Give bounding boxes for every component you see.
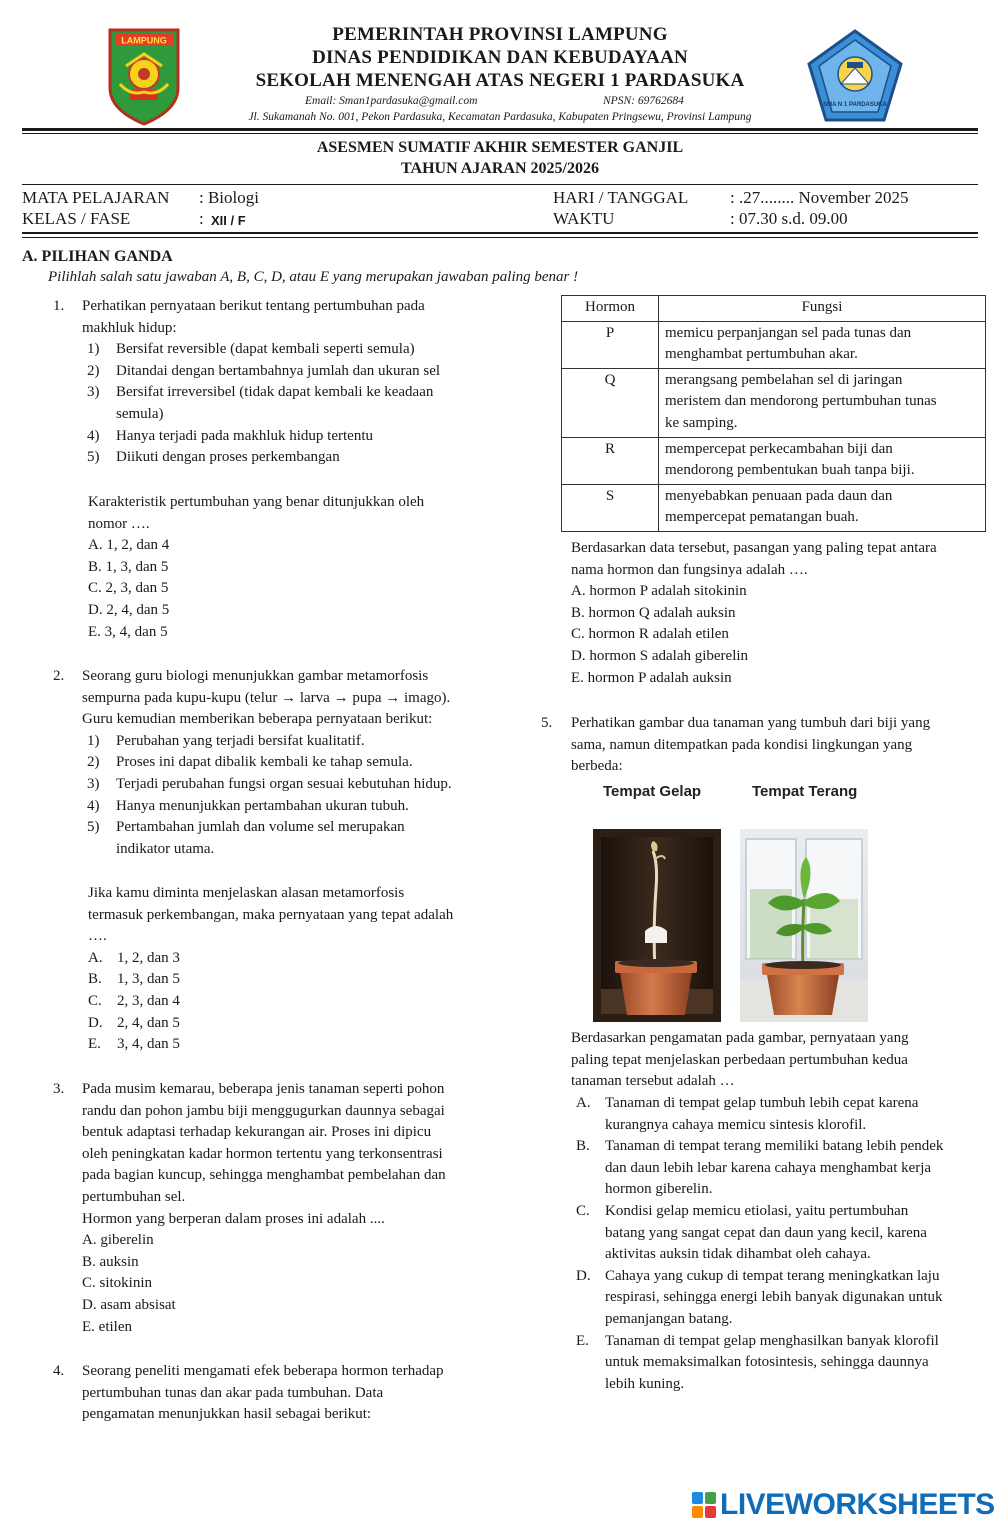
q2-question-line: termasuk perkembangan, maka pernyataan yang tepat adalah <box>88 906 454 923</box>
q5-question-line: tanaman tersebut adalah … <box>571 1073 735 1090</box>
q2-question-line: …. <box>88 928 107 945</box>
q1-option-c[interactable]: C. 2, 3, dan 5 <box>88 580 169 597</box>
sman1-emblem-text: SMA N 1 PARDASUKA <box>823 102 887 108</box>
q1-stem-line: Perhatikan pernyataan berikut tentang pertumbuhan pada <box>82 298 425 314</box>
q2-item-number: 4) <box>87 797 100 814</box>
q5-question-line: Berdasarkan pengamatan pada gambar, pernyataan yang <box>571 1030 909 1046</box>
q2-item-number: 3) <box>87 776 100 792</box>
q1-stem-line: makhluk hidup: <box>82 319 177 336</box>
q5-option-e-line[interactable]: Tanaman di tempat gelap menghasilkan banyak klorofil <box>605 1332 939 1349</box>
q4-number: 4. <box>53 1363 65 1379</box>
q4-stem-line: pengamatan menunjukkan hasil sebagai berikut: <box>82 1406 372 1423</box>
q2-question-line: Jika kamu diminta menjelaskan alasan metamorfosis <box>88 885 405 901</box>
hormone-table-header <box>562 296 986 322</box>
info-divider-top <box>22 184 978 185</box>
col-header-fungsi: Fungsi <box>659 296 986 322</box>
q2-item-text: Terjadi perubahan fungsi organ sesuai kebutuhan hidup. <box>116 776 452 792</box>
q1-item-text: Bersifat irreversibel (tidak dapat kembali ke keadaan <box>116 384 434 401</box>
section-instruction: Pilihlah salah satu jawaban A, B, C, D, atau E yang merupakan jawaban paling benar ! <box>48 269 579 285</box>
q5-option-a-letter[interactable]: A. <box>576 1095 591 1111</box>
q3-stem-line: pada bagian kuncup, sehingga menghambat pembelahan dan <box>82 1167 446 1184</box>
header-school: SEKOLAH MENENGAH ATAS NEGERI 1 PARDASUKA <box>255 70 745 91</box>
q2-stem-line: sempurna pada kupu-kupu (telur → larva → pupa → imago). <box>82 689 451 706</box>
lampung-crest-text: LAMPUNG <box>121 35 167 46</box>
col-header-hormon: Hormon <box>562 296 659 322</box>
light-place-plant-illustration <box>740 829 868 1022</box>
time-value: : 07.30 s.d. 09.00 <box>730 209 848 228</box>
liveworksheets-logo-icon[interactable] <box>692 1492 716 1518</box>
header-npsn: NPSN: 69762684 <box>603 95 684 107</box>
q5-option-e-line[interactable]: untuk memaksimalkan fotosintesis, sehingga daunnya <box>605 1354 929 1371</box>
header-divider-thin <box>22 133 978 134</box>
q5-stem-line: berbeda: <box>571 758 623 775</box>
q1-item-number: 2) <box>87 362 100 379</box>
q4-question-line: Berdasarkan data tersebut, pasangan yang paling tepat antara <box>571 540 937 556</box>
exam-title: ASESMEN SUMATIF AKHIR SEMESTER GANJIL <box>316 139 684 156</box>
header-email: Email: Sman1pardasuka@gmail.com <box>305 95 478 107</box>
hormone-code: P <box>562 321 659 368</box>
subject-value: : Biologi <box>199 188 259 207</box>
table-row <box>562 437 986 484</box>
q4-stem-line: Seorang peneliti mengamati efek beberapa hormon terhadap <box>82 1363 444 1379</box>
q3-stem-line: oleh peningkatan kadar hormon tertentu yang terkonsentrasi <box>82 1145 443 1162</box>
q2-option-e-text[interactable]: 3, 4, dan 5 <box>117 1036 180 1053</box>
header-address: Jl. Sukamanah No. 001, Pekon Pardasuka, Kecamatan Pardasuka, Kabupaten Pringsewu, Provinsi Lampung <box>248 111 752 123</box>
q5-option-d-line[interactable]: respirasi, sehingga energi lebih banyak digunakan untuk <box>605 1289 943 1306</box>
q5-option-d-line[interactable]: Cahaya yang cukup di tempat terang meningkatkan laju <box>605 1267 940 1284</box>
q2-item-number: 2) <box>87 754 100 771</box>
q3-option-d[interactable]: D. asam absisat <box>82 1297 176 1313</box>
info-divider-bottom-thin <box>22 237 978 238</box>
q1-item-text: Ditandai dengan bertambahnya jumlah dan ukuran sel <box>116 362 441 379</box>
q2-option-a-letter[interactable]: A. <box>88 949 103 966</box>
q2-item-text: Hanya menunjukkan pertambahan ukuran tubuh. <box>116 797 409 814</box>
q3-option-e[interactable]: E. etilen <box>82 1318 132 1335</box>
q3-number: 3. <box>53 1081 65 1097</box>
q5-option-e-letter[interactable]: E. <box>576 1332 589 1349</box>
q2-option-a-text[interactable]: 1, 2, dan 3 <box>117 949 180 966</box>
q1-item-number: 1) <box>87 341 100 358</box>
hormone-code: Q <box>562 368 659 437</box>
hormone-function-line: mempercepat pematangan buah. <box>665 509 859 526</box>
q3-stem-line: Pada musim kemarau, beberapa jenis tanaman seperti pohon <box>82 1081 445 1097</box>
q3-stem-line: pertumbuhan sel. <box>82 1189 186 1205</box>
q5-option-e-line[interactable]: lebih kuning. <box>605 1375 685 1392</box>
q5-option-d-letter[interactable]: D. <box>576 1267 591 1284</box>
q2-option-d-text[interactable]: 2, 4, dan 5 <box>117 1014 180 1031</box>
q1-question-line: nomor …. <box>88 515 150 532</box>
q1-item-text: semula) <box>116 406 164 422</box>
q1-option-e[interactable]: E. 3, 4, dan 5 <box>88 623 168 640</box>
hormone-function-line: memicu perpanjangan sel pada tunas dan <box>665 324 912 341</box>
q1-item-text: Hanya terjadi pada makhluk hidup tertentu <box>116 427 373 444</box>
q2-item-number: 1) <box>87 732 100 749</box>
hormone-function-line: menyebabkan penuaan pada daun dan <box>665 487 893 504</box>
q1-number: 1. <box>53 298 65 314</box>
q1-question-line: Karakteristik pertumbuhan yang benar ditunjukkan oleh <box>88 494 425 510</box>
hormone-function <box>659 368 986 437</box>
q1-option-a[interactable]: A. 1, 2, dan 4 <box>88 537 170 554</box>
q4-stem-line: pertumbuhan tunas dan akar pada tumbuhan. Data <box>82 1384 384 1401</box>
q4-option-b[interactable]: B. hormon Q adalah auksin <box>571 604 736 621</box>
q1-option-b[interactable]: B. 1, 3, dan 5 <box>88 558 169 575</box>
q4-option-a[interactable]: A. hormon P adalah sitokinin <box>571 583 747 600</box>
hormone-function-line: meristem dan mendorong pertumbuhan tunas <box>665 393 937 410</box>
q2-option-b-text[interactable]: 1, 3, dan 5 <box>117 971 180 988</box>
hormone-function <box>659 437 986 484</box>
q2-option-d-letter[interactable]: D. <box>88 1014 103 1031</box>
q5-option-d-line[interactable]: pemanjangan batang. <box>605 1311 733 1327</box>
info-divider-bottom-thick <box>22 232 978 234</box>
q5-stem-line: Perhatikan gambar dua tanaman yang tumbuh dari biji yang <box>571 715 931 731</box>
q5-option-c-line[interactable]: Kondisi gelap memicu etiolasi, yaitu pertumbuhan <box>605 1203 909 1219</box>
q5-option-b-line[interactable]: Tanaman di tempat terang memiliki batang lebih pendek <box>605 1138 944 1155</box>
class-value: XII / F <box>211 213 246 228</box>
hormone-function-line: menghambat pertumbuhan akar. <box>665 346 858 363</box>
table-row <box>562 484 986 531</box>
img-label-light: Tempat Terang <box>752 783 858 800</box>
q5-question-line: paling tepat menjelaskan perbedaan pertumbuhan kedua <box>571 1051 908 1068</box>
q4-option-c[interactable]: C. hormon R adalah etilen <box>571 626 729 643</box>
q1-item-text: Diikuti dengan proses perkembangan <box>116 449 340 466</box>
day-value: : .27........ November 2025 <box>730 188 909 207</box>
q2-item-text: Perubahan yang terjadi bersifat kualitatif. <box>116 732 365 749</box>
hormone-function <box>659 321 986 368</box>
q4-question-line: nama hormon dan fungsinya adalah …. <box>571 561 808 578</box>
header-government: PEMERINTAH PROVINSI LAMPUNG <box>332 24 668 45</box>
hormone-function-line: mempercepat perkecambahan biji dan <box>665 440 893 457</box>
q1-option-d[interactable]: D. 2, 4, dan 5 <box>88 602 170 618</box>
time-label: WAKTU <box>553 209 615 228</box>
q2-option-c-letter[interactable]: C. <box>88 993 102 1009</box>
day-label: HARI / TANGGAL <box>553 188 689 207</box>
q2-stem-line: Guru kemudian memberikan beberapa pernyataan berikut: <box>82 711 433 728</box>
q1-item-text: Bersifat reversible (dapat kembali seperti semula) <box>116 341 415 358</box>
q5-option-c-line[interactable]: batang yang sangat cepat dan daun yang kecil, karena <box>605 1224 927 1241</box>
table-row <box>562 321 986 368</box>
q5-option-a-line[interactable]: Tanaman di tempat gelap tumbuh lebih cepat karena <box>605 1095 919 1111</box>
table-row <box>562 368 986 437</box>
dark-place-plant-illustration <box>593 829 721 1022</box>
liveworksheets-brand[interactable]: LIVEWORKSHEETS <box>720 1488 995 1521</box>
q5-option-c-line[interactable]: aktivitas auksin tidak dihambat oleh cahaya. <box>605 1246 871 1263</box>
q1-item-number: 5) <box>87 449 100 466</box>
q2-option-e-letter[interactable]: E. <box>88 1036 101 1053</box>
q2-option-b-letter[interactable]: B. <box>88 971 102 988</box>
hormone-function <box>659 484 986 531</box>
q5-number: 5. <box>541 715 553 731</box>
q5-stem-line: sama, namun ditempatkan pada kondisi lingkungan yang <box>571 736 913 753</box>
q2-item-number: 5) <box>87 819 100 836</box>
q2-number: 2. <box>53 668 65 684</box>
q5-option-c-letter[interactable]: C. <box>576 1203 590 1219</box>
img-label-dark: Tempat Gelap <box>603 783 702 800</box>
header-department: DINAS PENDIDIKAN DAN KEBUDAYAAN <box>312 47 688 68</box>
q3-option-c[interactable]: C. sitokinin <box>82 1275 153 1292</box>
q5-option-b-letter[interactable]: B. <box>576 1138 590 1155</box>
hormone-code: R <box>562 437 659 484</box>
hormone-function-line: merangsang pembelahan sel di jaringan <box>665 371 903 388</box>
q4-option-e[interactable]: E. hormon P adalah auksin <box>571 669 732 686</box>
hormone-table <box>561 295 986 532</box>
q4-option-d[interactable]: D. hormon S adalah giberelin <box>571 648 749 664</box>
hormone-code: S <box>562 484 659 531</box>
q2-item-text: Pertambahan jumlah dan volume sel merupakan <box>116 819 405 836</box>
section-title: A. PILIHAN GANDA <box>22 248 173 265</box>
hormone-function-line: mendorong pembentukan buah tanpa biji. <box>665 462 915 479</box>
q2-item-text: indikator utama. <box>116 840 215 857</box>
header-divider-thick <box>22 128 978 131</box>
q2-item-text: Proses ini dapat dibalik kembali ke tahap semula. <box>116 754 413 771</box>
q1-item-number: 4) <box>87 427 100 444</box>
q3-stem-line: bentuk adaptasi terhadap kekurangan air. Proses ini dipicu <box>82 1124 432 1141</box>
q2-stem-line: Seorang guru biologi menunjukkan gambar metamorfosis <box>82 668 429 684</box>
q2-option-c-text[interactable]: 2, 3, dan 4 <box>117 993 180 1009</box>
q3-option-a[interactable]: A. giberelin <box>82 1232 154 1249</box>
hormone-function-line: ke samping. <box>665 414 738 431</box>
class-colon: : <box>199 209 204 228</box>
q5-option-b-line[interactable]: dan daun lebih lebar karena cahaya menghambat kerja <box>605 1159 932 1176</box>
subject-label: MATA PELAJARAN <box>22 188 170 207</box>
class-label: KELAS / FASE <box>22 209 131 228</box>
q3-option-b[interactable]: B. auksin <box>82 1253 139 1270</box>
q1-item-number: 3) <box>87 384 100 401</box>
q5-option-a-line[interactable]: kurangnya cahaya memicu sintesis klorofil. <box>605 1116 867 1133</box>
q3-stem-line: randu dan pohon jambu biji menggugurkan daunnya sebagai <box>82 1102 445 1119</box>
q5-option-b-line[interactable]: hormon giberelin. <box>605 1181 713 1198</box>
exam-year: TAHUN AJARAN 2025/2026 <box>401 160 599 177</box>
q3-stem-line: Hormon yang berperan dalam proses ini adalah .... <box>82 1210 385 1227</box>
